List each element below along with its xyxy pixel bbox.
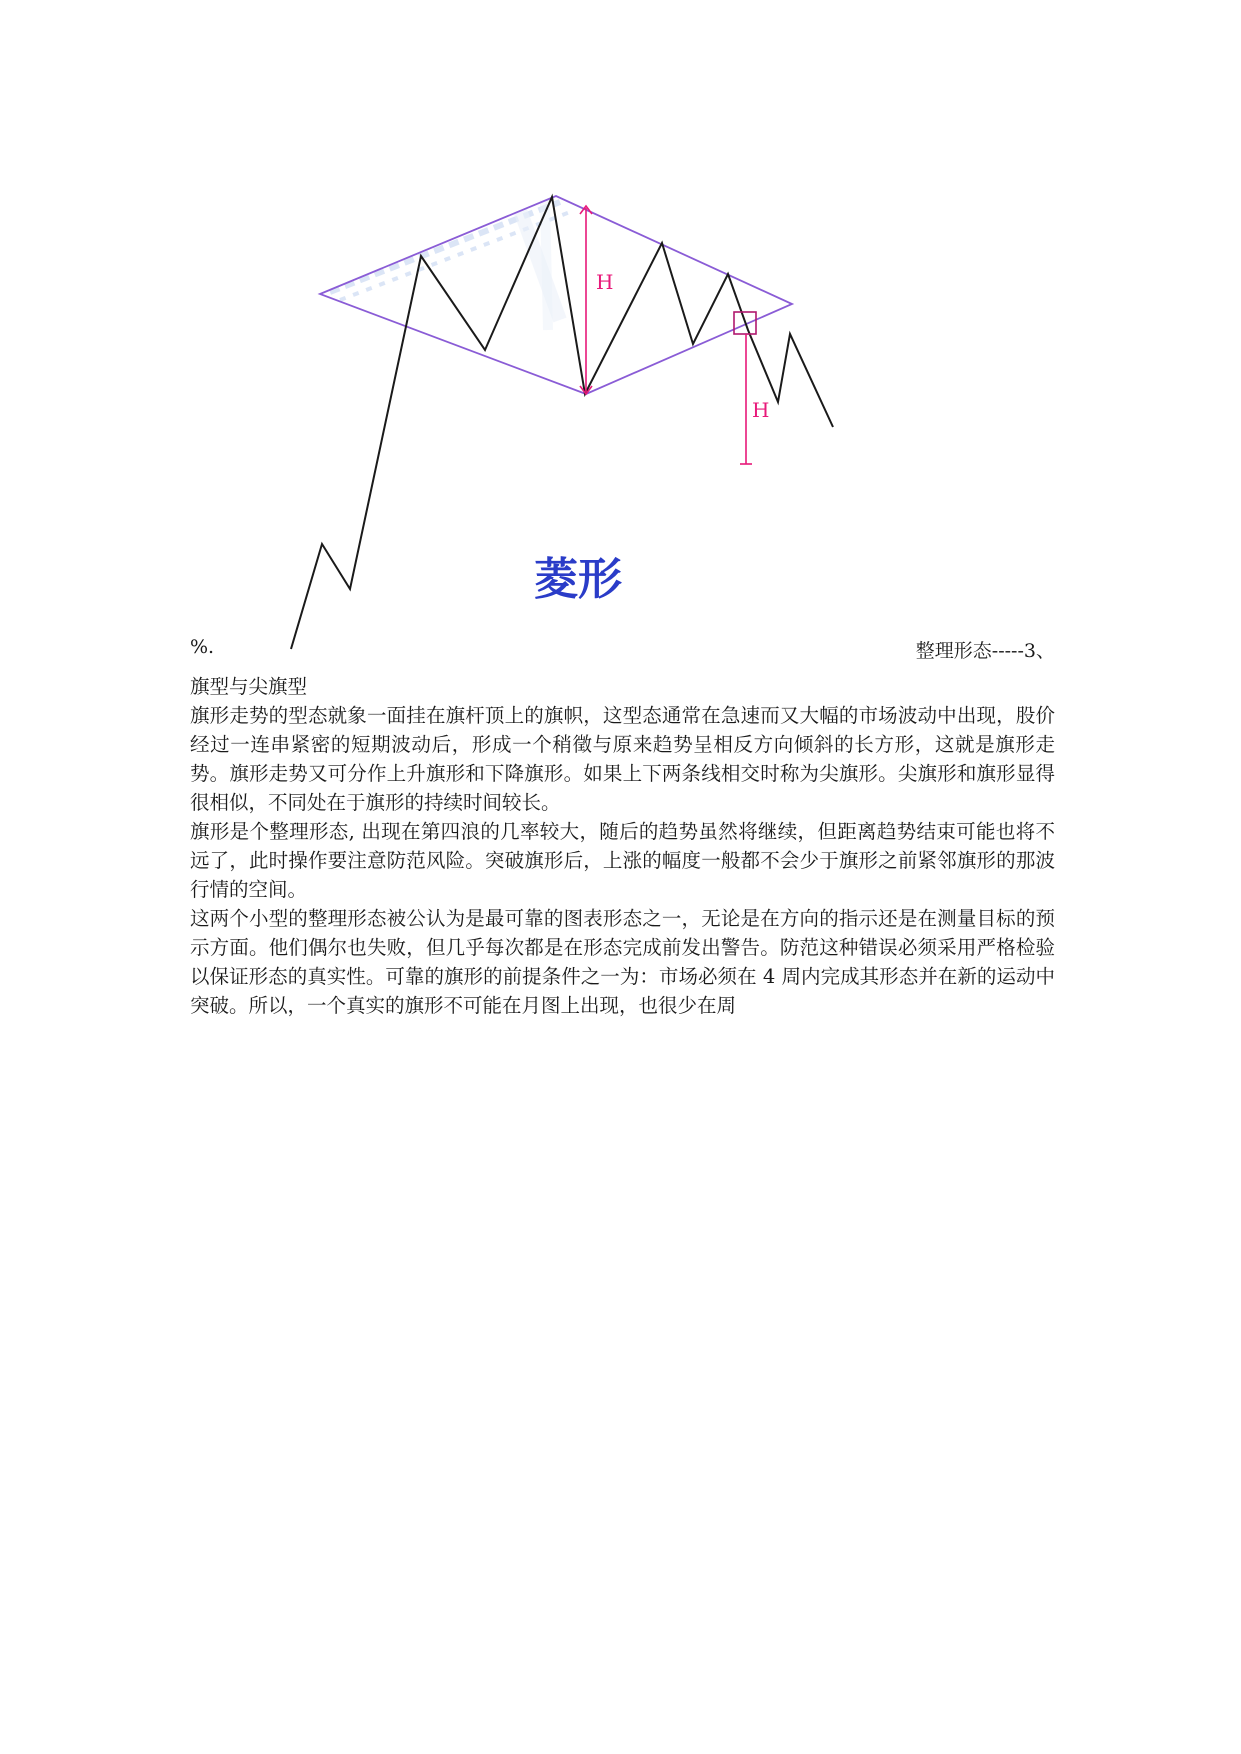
height-measure-bottom [740,334,752,464]
diamond-pattern-figure [0,0,1241,680]
paragraph-3: 这两个小型的整理形态被公认为是最可靠的图表形态之一，无论是在方向的指示还是在测量目标的预示方面。他们偶尔也失败，但几乎每次都是在形态完成前发出警告。防范这种错误必须采用严格检验以保证形态的真实性。可靠的旗形的前提条件之一为：市场必须在 4 周内完成其形态并在新的运动中突破。所以，一个真实的旗形不可能在月图上出现，也很少在周 [190,907,1055,1017]
paragraph-1: 旗形走势的型态就象一面挂在旗杆顶上的旗帜，这型态通常在急速而又大幅的市场波动中出现，股价经过一连串紧密的短期波动后，形成一个稍徵与原来趋势呈相反方向倾斜的长方形，这就是旗形走势。旗形走势又可分作上升旗形和下降旗形。如果上下两条线相交时称为尖旗形。尖旗形和旗形显得很相似，不同处在于旗形的持续时间较长。 [190,704,1055,814]
body-text [190,672,1055,1020]
section-heading: 旗型与尖旗型 [190,675,308,698]
paragraph-2: 旗形是个整理形态, 出现在第四浪的几率较大，随后的趋势虽然将继续，但距离趋势结束可能也将不远了，此时操作要注意防范风险。突破旗形后，上涨的幅度一般都不会少于旗形之前紧邻旗形的那波行情的空间。 [190,820,1055,901]
height-label-bottom: H [752,398,770,422]
caption-left: %. [190,636,215,658]
figure-title: 菱形 [534,554,622,605]
height-measure-top [580,206,592,394]
caption-right: 整理形态-----3、 [915,640,1055,662]
height-label-top: H [596,270,614,294]
